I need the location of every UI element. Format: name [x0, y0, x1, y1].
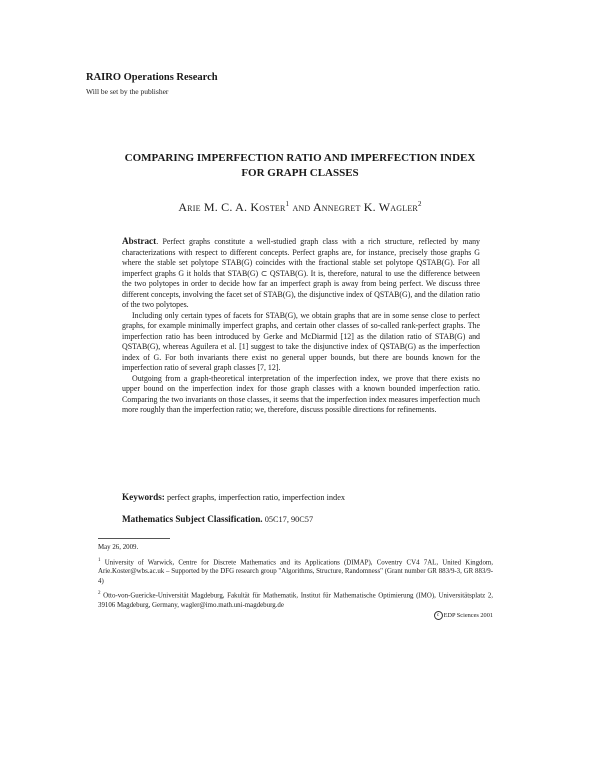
journal-name: RAIRO Operations Research — [86, 72, 218, 83]
abstract-label: Abstract — [122, 236, 157, 246]
keywords-line — [122, 492, 345, 502]
msc-codes: 05C17, 90C57 — [264, 515, 314, 524]
abstract-paragraph-2: Including only certain types of facets for STAB(G), we obtain graphs that are in some sense close to perfect graphs, for example minimally imperfect graphs, and certain other classes of so-called rank-perfect graphs. The imperfection ratio has been introduced by Gerke and McDiarmid [12] as the dilation ratio of STAB(G) and QSTAB(G), whereas Aguilera et al. [1] suggest to take the disjunctive index of QSTAB(G) as the imperfection index of G. For both invariants there exist no general upper bounds, but there are bounds known for the imperfection ratio of several graph classes [7, 12]. — [122, 310, 480, 372]
copyright-icon: c — [434, 611, 443, 620]
author-1: Arie M. C. A. Koster — [178, 200, 286, 214]
abstract-paragraph-1: Abstract. Perfect graphs constitute a well-studied graph class with a rich structure, reflected by many characterizations with respect to different concepts. Perfect graphs are, for instance, precisely those graphs G where the stable set polytope STAB(G) coincides with the fractional stable set polytope QSTAB(G). For all imperfect graphs G it holds that STAB(G) ⊂ QSTAB(G). It is, therefore, natural to use the difference between the two polytopes in order to decide how far an imperfect graph is away from being perfect. We discuss three different concepts, involving the facet set of STAB(G), the disjunctive index of QSTAB(G), and the dilation ratio of the two polytopes. — [122, 236, 480, 309]
footnote-2-text: Otto-von-Guericke-Universität Magdeburg, Fakultät für Mathematik, Institut für Mathematische Optimierung (IMO), Universitätsplatz 2, 39106 Magdeburg, Germany, wagler@imo.math.uni-magdeburg.de — [98, 592, 493, 610]
keywords-text: perfect graphs, imperfection ratio, imperfection index — [166, 493, 346, 502]
author-conjunction: and — [292, 200, 311, 214]
author-2-affiliation-mark: 2 — [417, 200, 422, 208]
footnote-1-text: University of Warwick, Centre for Discrete Mathematics and its Applications (DIMAP), Coventry CV4 7AL, United Kingdom, Arie.Koster@wbs.ac.uk – Supported by the DFG research group "Algorithms, Structure, Randomness" (Grant number GR 883/9-3, GR 883/9-4) — [98, 558, 493, 585]
copyright-notice — [434, 611, 493, 620]
author-2: Annegret K. Wagler — [312, 200, 418, 214]
msc-line — [122, 514, 313, 524]
footnote-date: May 26, 2009. — [98, 544, 139, 551]
footnotes-block — [98, 543, 493, 614]
title-line-1: COMPARING IMPERFECTION RATIO AND IMPERFECTION INDEX — [124, 152, 476, 164]
footnote-2-mark: 2 — [98, 591, 101, 597]
author-list — [0, 200, 600, 215]
copyright-text: EDP Sciences 2001 — [443, 611, 493, 619]
msc-label: Mathematics Subject Classification. — [122, 514, 263, 524]
footnote-2 — [98, 589, 493, 610]
abstract-paragraph-3: Outgoing from a graph-theoretical interpretation of the imperfection index, we prove that there exists no upper bound on the imperfection index for those graph classes with a known bounded imperfection ratio. Comparing the two invariants on those classes, it seems that the imperfection index measures imperfection much more roughly than the imperfection ratio; we, therefore, discuss possible directions for refinements. — [122, 373, 480, 414]
paper-title — [0, 151, 600, 181]
footnote-1 — [98, 556, 493, 587]
keywords-label: Keywords: — [122, 492, 165, 502]
footnote-1-mark: 1 — [98, 557, 101, 563]
publisher-note: Will be set by the publisher — [86, 87, 169, 96]
abstract-text-1: Perfect graphs constitute a well-studied graph class with a rich structure, reflected by many characterizations with respect to different concepts. Perfect graphs are, for instance, precisely those graphs G where the stable set polytope STAB(G) coincides with the fractional stable set polytope QSTAB(G). For all imperfect graphs G it holds that STAB(G) ⊂ QSTAB(G). It is, therefore, natural to use the difference between the two polytopes in order to decide how far an imperfect graph is away from being perfect. We discuss three different concepts, involving the facet set of STAB(G), the disjunctive index of QSTAB(G), and the dilation ratio of the two polytopes. — [122, 237, 480, 309]
footnote-rule — [98, 538, 170, 539]
title-line-2: FOR GRAPH CLASSES — [241, 167, 359, 179]
abstract-block — [122, 236, 480, 416]
author-1-affiliation-mark: 1 — [285, 200, 290, 208]
